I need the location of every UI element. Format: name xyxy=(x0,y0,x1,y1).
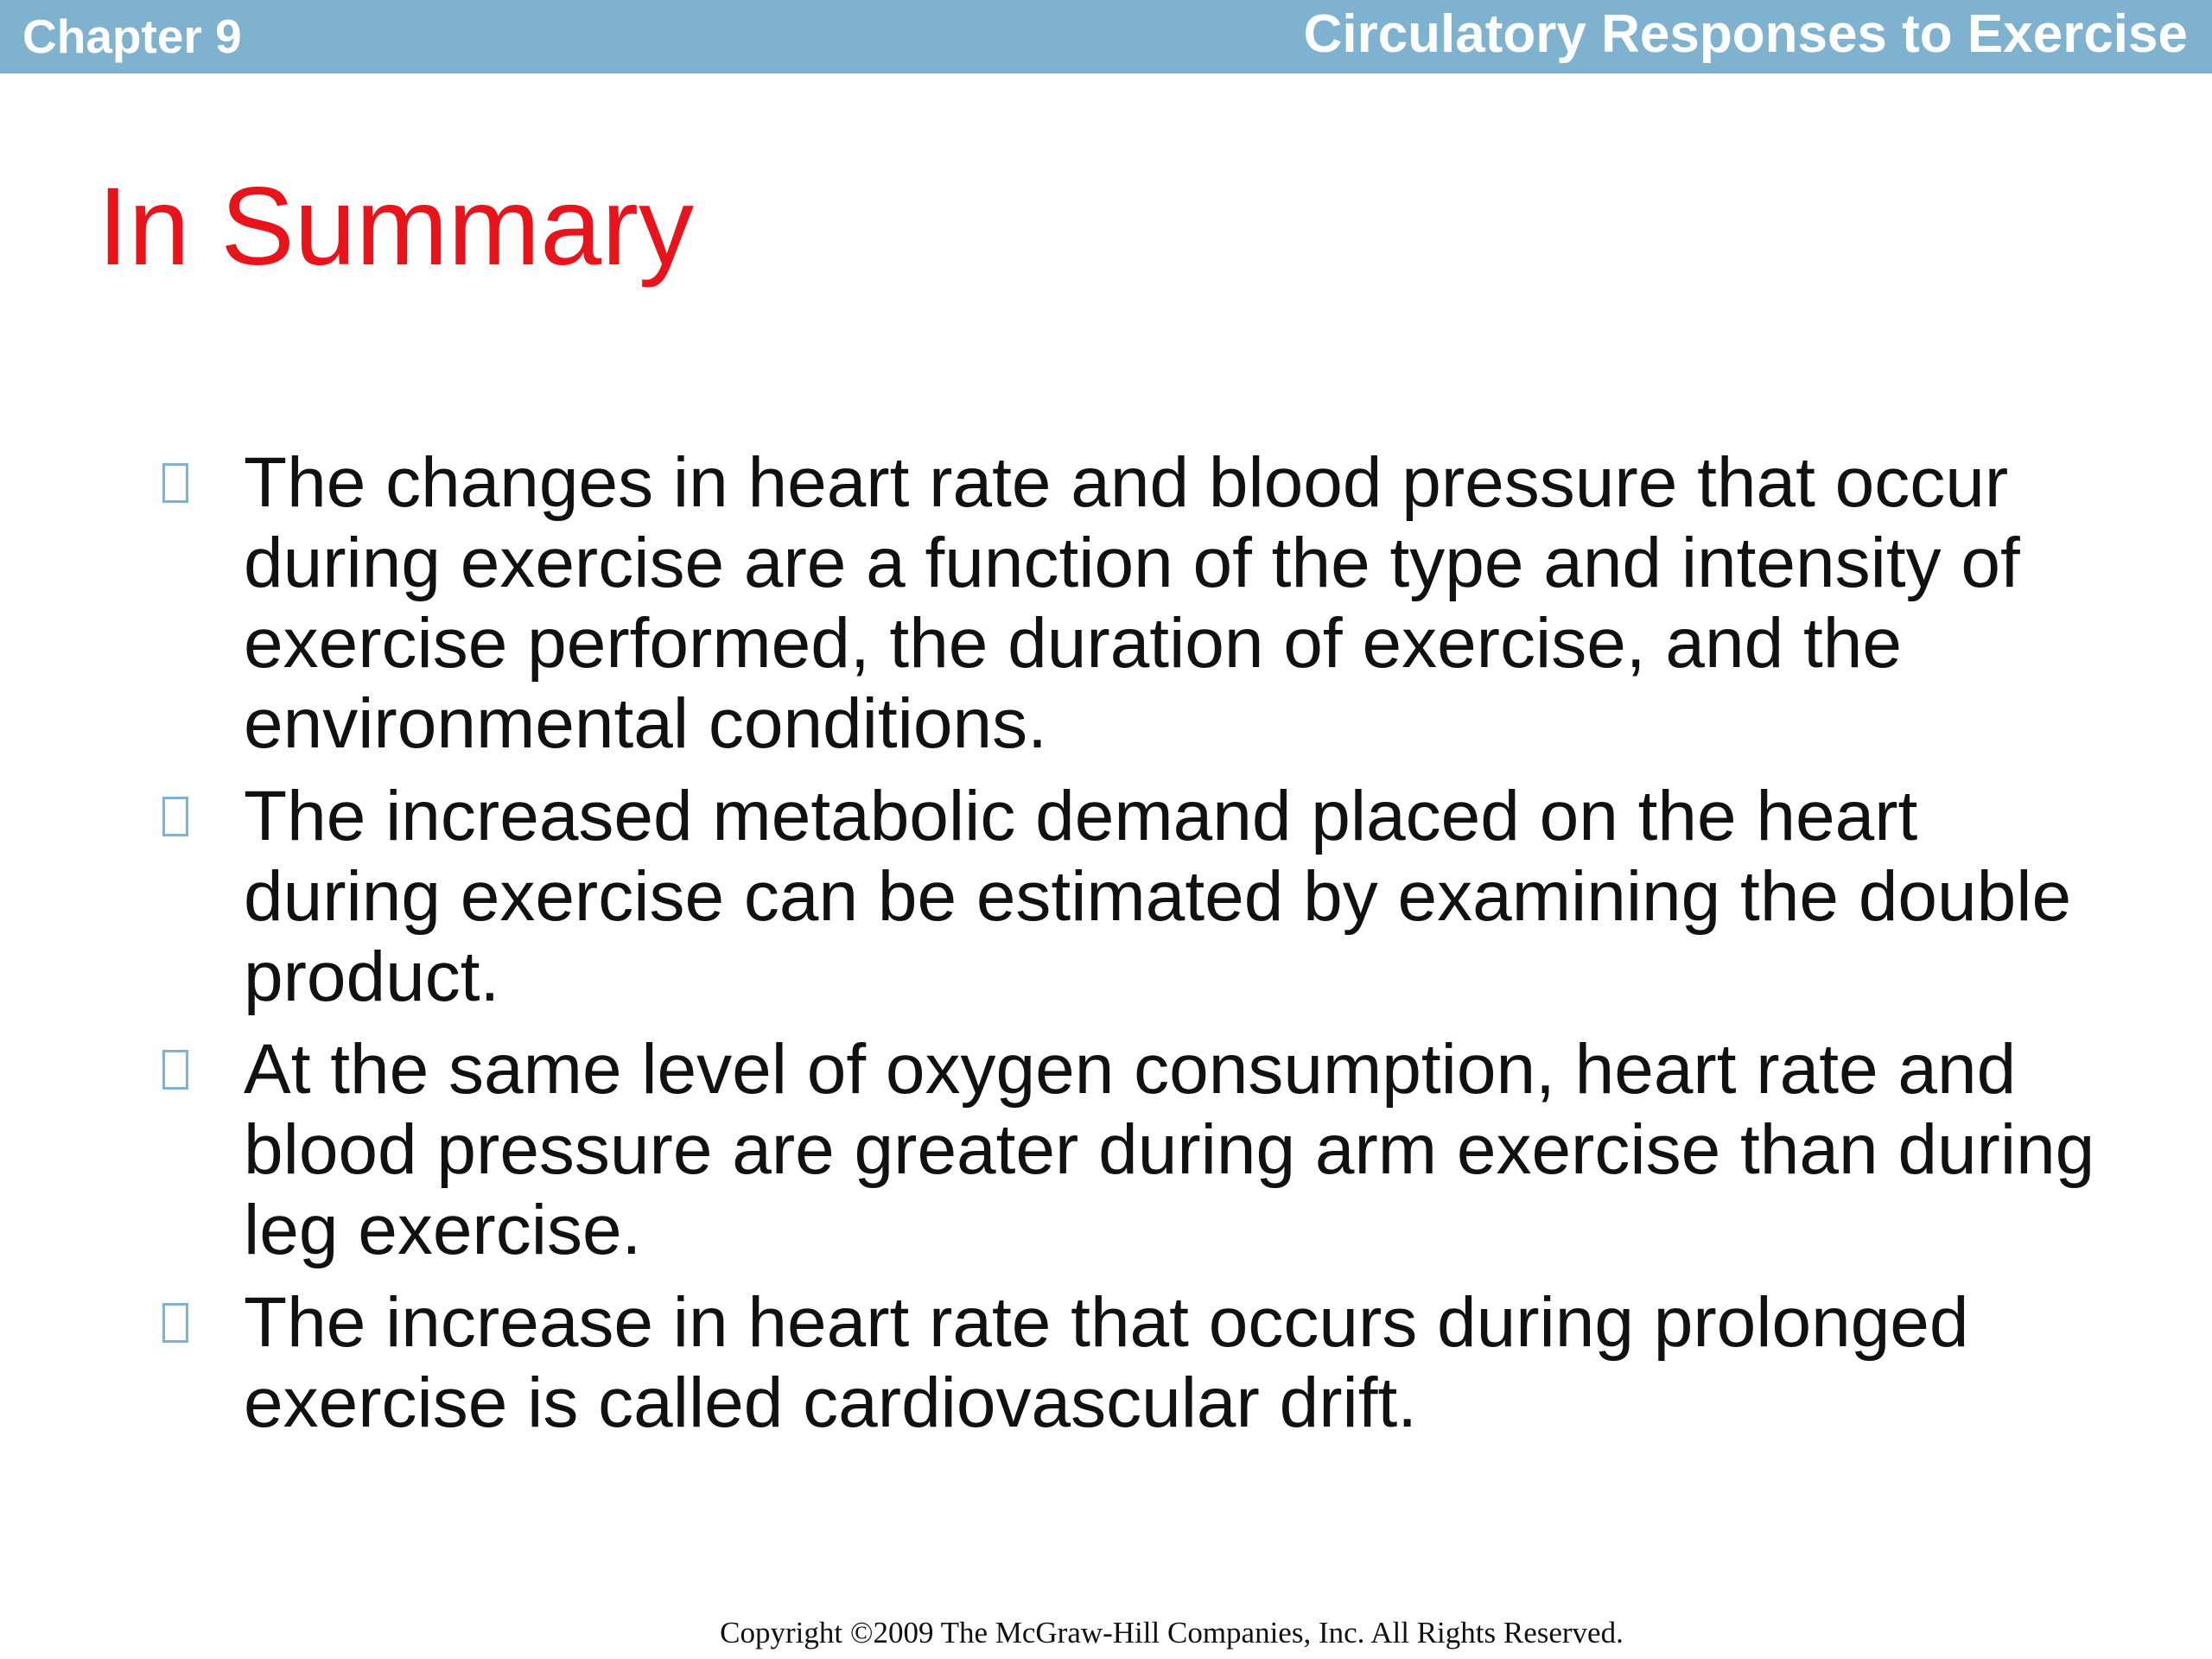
square-bullet-icon xyxy=(162,797,188,836)
bullet-text: The changes in heart rate and blood pressure that occur during exercise are a function of the type and intensity of exercise performed, the duration of exercise, and the environmental conditions. xyxy=(244,443,2020,763)
bullet-item xyxy=(0,1282,2127,1443)
bullet-text: At the same level of oxygen consumption, heart rate and blood pressure are greater during arm exercise than during leg exercise. xyxy=(244,1030,2095,1269)
bullet-item xyxy=(0,442,2127,764)
square-bullet-icon xyxy=(162,1050,188,1090)
bullet-text: The increased metabolic demand placed on the heart during exercise can be estimated by examining the double product. xyxy=(244,777,2072,1016)
copyright-footer: Copyright ©2009 The McGraw-Hill Companies, Inc. All Rights Reserved. xyxy=(720,1616,1624,1649)
presentation-title: Circulatory Responses to Exercise xyxy=(1303,4,2188,64)
header-bar xyxy=(0,0,2212,73)
chapter-label: Chapter 9 xyxy=(22,10,242,63)
square-bullet-icon xyxy=(162,1303,188,1343)
bullet-item xyxy=(0,1029,2127,1270)
summary-bullet-list xyxy=(0,442,2212,1455)
bullet-text: The increase in heart rate that occurs during prolonged exercise is called cardiovascular drift. xyxy=(244,1283,1969,1442)
slide-title: In Summary xyxy=(98,165,694,289)
bullet-item xyxy=(0,776,2127,1017)
square-bullet-icon xyxy=(162,463,188,503)
